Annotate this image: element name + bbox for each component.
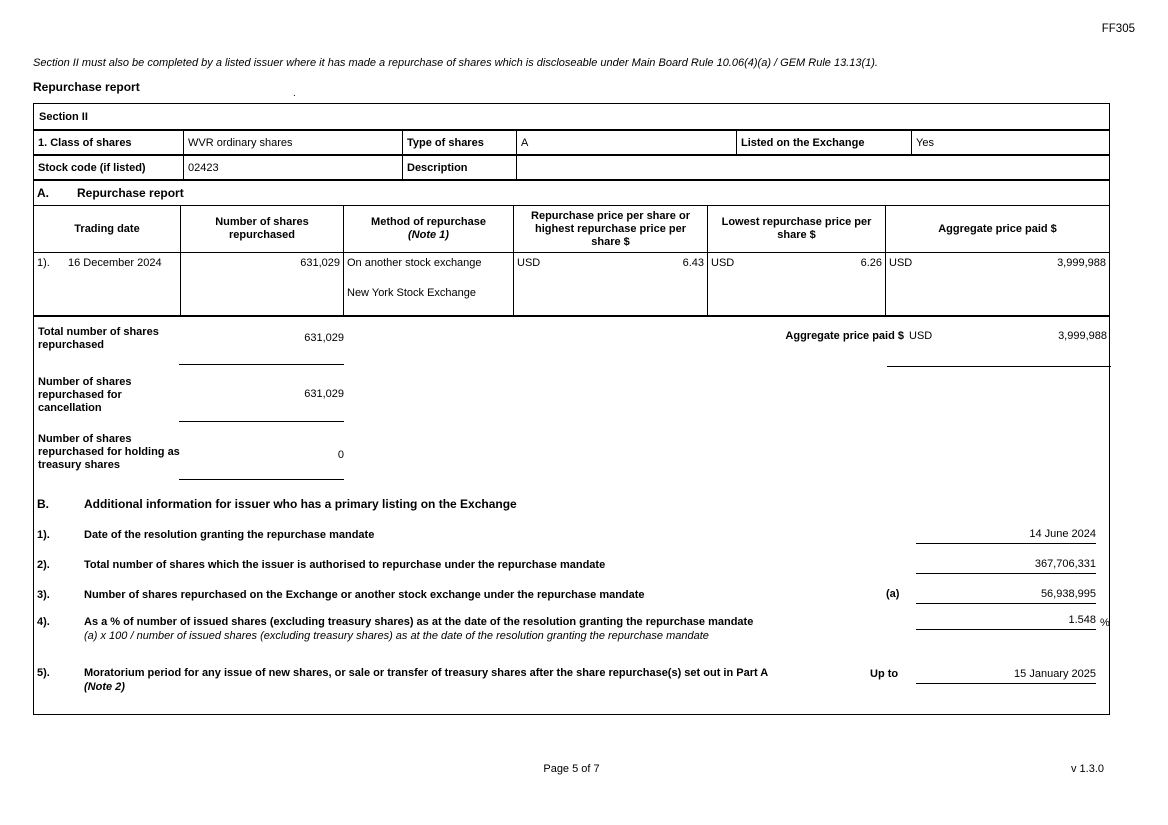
part-b-item-5-text: Moratorium period for any issue of new shares, or sale or transfer of treasury shares after the share repurchase(s) set out in Part A [84, 667, 769, 679]
part-b-item-3-ref: (a) [886, 588, 900, 600]
stray-mark: . [293, 88, 296, 99]
part-b-item-1-text: Date of the resolution granting the repurchase mandate [84, 529, 375, 541]
shares-repurchased-value: 631,029 [181, 253, 344, 315]
part-b-item-2-value: 367,706,331 [916, 558, 1096, 574]
treasury-shares-underline [179, 479, 344, 480]
part-b-item-5-number: 5). [37, 667, 50, 679]
high-price-value: 6.43 [682, 257, 704, 269]
part-a-heading-text: Repurchase report [77, 186, 184, 200]
part-b-heading-text: Additional information for issuer who has a primary listing on the Exchange [84, 497, 517, 511]
listed-on-exchange-value: Yes [916, 136, 934, 149]
part-b-item-4-value: 1.548 [916, 614, 1096, 630]
part-b-item-5-value: 15 January 2025 [916, 668, 1096, 684]
low-price-cell [708, 253, 886, 315]
footer-page-indicator: Page 5 of 7 [543, 763, 600, 775]
intro-note: Section II must also be completed by a listed issuer where it has made a repurchase of shares which is discloseable under Main Board Rule 10.06(4)(a) / GEM Rule 13.13(1). [33, 57, 878, 69]
method-line2: New York Stock Exchange [347, 287, 477, 299]
trading-date-value: 16 December 2024 [68, 257, 162, 269]
type-of-shares-value: A [517, 131, 737, 154]
class-of-shares-row [34, 131, 1109, 156]
aggregate-currency: USD [889, 257, 913, 269]
method-line1: On another stock exchange [347, 257, 482, 269]
aggregate-amount: 3,999,988 [1057, 257, 1106, 269]
class-of-shares-label: 1. Class of shares [34, 131, 184, 154]
low-price-currency: USD [711, 257, 735, 269]
part-b-item-4-formula: (a) x 100 / number of issued shares (excluding treasury shares) as at the date of the resolution granting the repurchase mandate [84, 630, 709, 642]
total-shares-value: 631,029 [304, 332, 344, 344]
part-b-letter: B. [37, 497, 49, 511]
total-shares-underline [179, 364, 344, 365]
page-title: Repurchase report [33, 80, 140, 94]
col-method-note: (Note 1) [408, 229, 449, 241]
aggregate-paid-cell [886, 253, 1109, 315]
part-b-item-5-prefix: Up to [870, 668, 899, 680]
class-of-shares-value: WVR ordinary shares [184, 131, 403, 154]
part-b-item-4-text: As a % of number of issued shares (excluding treasury shares) as at the date of the resolution granting the repurchase mandate [84, 616, 754, 628]
part-b-item-5-note: (Note 2) [84, 681, 125, 693]
high-price-cell [514, 253, 708, 315]
footer-version: v 1.3.0 [1070, 763, 1104, 775]
treasury-shares-value: 0 [337, 449, 344, 461]
method-cell [344, 253, 514, 315]
col-aggregate-paid: Aggregate price paid $ [938, 222, 1057, 235]
cancellation-shares-value: 631,029 [304, 388, 344, 400]
stock-code-row [34, 156, 1109, 181]
part-b-item-3-number: 3). [37, 589, 50, 601]
form-code: FF305 [1101, 23, 1135, 35]
stock-code-value: 02423 [184, 156, 403, 179]
part-a-letter: A. [37, 186, 49, 200]
aggregate-total-currency: USD [909, 330, 933, 342]
part-b-item-1-value: 14 June 2024 [916, 528, 1096, 544]
part-b-item-2-text: Total number of shares which the issuer is authorised to repurchase under the repurchase mandate [84, 559, 606, 571]
part-b-item-4-unit: % [1100, 617, 1110, 629]
aggregate-paid-total [909, 330, 1107, 342]
part-b-item-4-number: 4). [37, 616, 50, 628]
treasury-shares-label: Number of shares repurchased for holding as treasury shares [38, 433, 180, 471]
listed-on-exchange-label: Listed on the Exchange [737, 131, 912, 154]
col-price-high: Repurchase price per share or highest repurchase price per share $ [514, 206, 708, 252]
cancellation-shares-underline [179, 421, 344, 422]
description-value [517, 156, 1109, 179]
part-a-heading [34, 181, 1109, 206]
section2-header: Section II [34, 104, 1109, 131]
col-trading-date: Trading date [34, 206, 181, 252]
repurchase-table-header [34, 206, 1109, 253]
stock-code-label: Stock code (if listed) [34, 156, 184, 179]
low-price-value: 6.26 [860, 257, 882, 269]
col-method [344, 206, 514, 252]
col-shares-repurchased: Number of shares repurchased [181, 206, 344, 252]
part-b-item-3-text: Number of shares repurchased on the Exchange or another stock exchange under the repurchase mandate [84, 589, 645, 601]
high-price-currency: USD [517, 257, 541, 269]
aggregate-total-underline [887, 366, 1111, 367]
aggregate-total-value: 3,999,988 [1058, 330, 1107, 342]
total-shares-label: Total number of shares repurchased [38, 326, 159, 351]
part-b-item-1-number: 1). [37, 529, 50, 541]
aggregate-paid-label: Aggregate price paid $ [785, 330, 904, 342]
report-form-box [33, 103, 1110, 715]
col-method-label: Method of repurchase [371, 216, 486, 228]
row-index: 1). [37, 257, 50, 269]
col-price-low: Lowest repurchase price per share $ [708, 206, 886, 252]
cancellation-shares-label: Number of shares repurchased for cancellation [38, 376, 132, 414]
trading-date-cell [34, 253, 181, 315]
type-of-shares-label: Type of shares [403, 131, 517, 154]
part-b-item-3-value: 56,938,995 [916, 588, 1096, 604]
part-b-item-2-number: 2). [37, 559, 50, 571]
description-label: Description [403, 156, 517, 179]
table-row [34, 253, 1109, 317]
